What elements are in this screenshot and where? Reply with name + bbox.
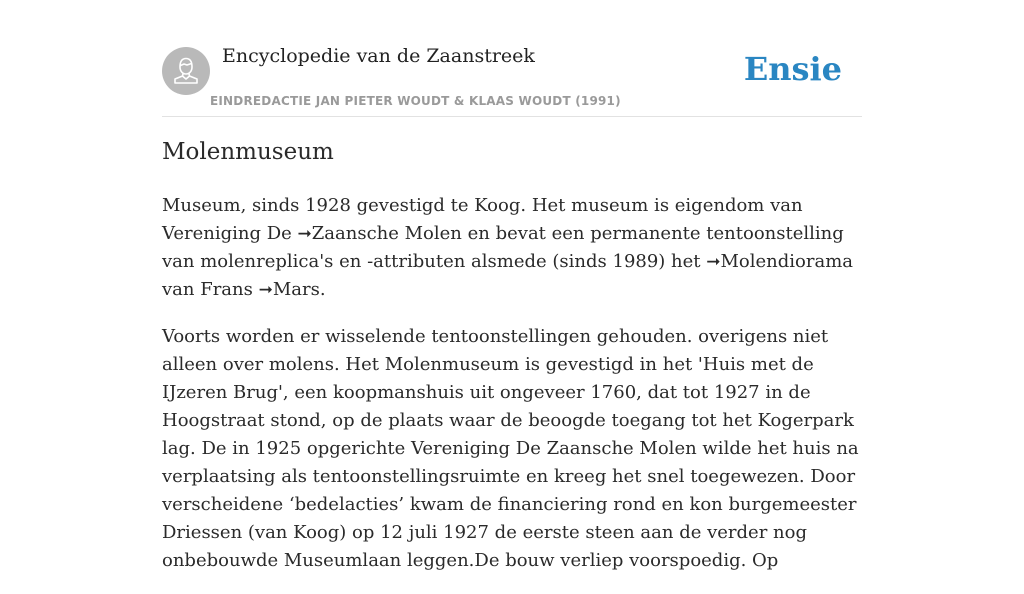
reference-arrow-icon: ➞ [297,224,312,244]
paragraph-1-text-1: Museum, sinds 1928 gevestigd te Koog. Het museum is eigendom van Vereniging De [162,195,803,244]
avatar[interactable] [162,47,210,95]
source-header [162,40,862,117]
editors-credit: EINDREDACTIE JAN PIETER WOUDT & KLAAS WOUDT (1991) [210,94,621,108]
paragraph-1 [162,192,862,304]
paragraph-2: Voorts worden er wisselende tentoonstellingen gehouden. overigens niet alleen over molens. Het Molenmuseum is gevestigd in het 'Huis met de IJzeren Brug', een koopmanshuis uit ongeveer 1760, dat tot 1927 in de Hoogstraat stond, op de plaats waar de beoogde toegang tot het Kogerpark lag. De in 1925 opgerichte Vereniging De Zaansche Molen wilde het huis na verplaatsing als tentoonstellingsruimte en kreeg het snel toegewezen. Door verscheidene ‘bedelacties’ kwam de financiering rond en kon burgemeester Driessen (van Koog) op 12 juli 1927 de eerste steen aan de verder nog onbebouwde Museumlaan leggen.De bouw verliep voorspoedig. Op [162,326,859,571]
link-mars[interactable]: Mars [272,279,320,300]
reference-arrow-icon: ➞ [706,252,721,272]
paragraph-1-text-3: van Frans [162,279,259,300]
paragraph-1-text-2: en bevat een permanente tentoonstelling van molenreplica's en -attributen alsmede (sinds 1989) het [162,223,844,272]
article-body [162,192,862,594]
user-icon [162,47,210,95]
article-title: Molenmuseum [162,139,334,165]
reference-arrow-icon: ➞ [258,280,273,300]
link-molendiorama[interactable]: Molendiorama [720,251,854,272]
brand-logo[interactable]: Ensie [743,50,842,88]
paragraph-1-text-4: . [319,279,326,300]
link-zaansche-molen[interactable]: Zaansche Molen [311,223,462,244]
source-title[interactable]: Encyclopedie van de Zaanstreek [222,45,535,67]
